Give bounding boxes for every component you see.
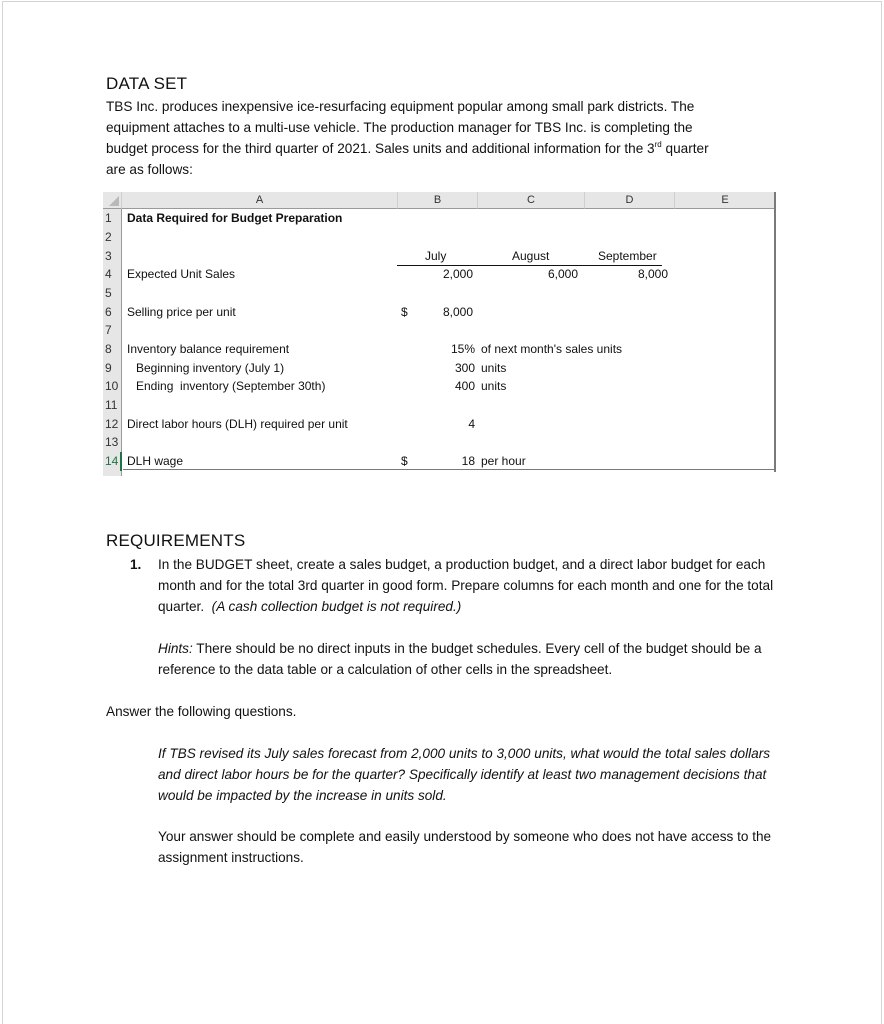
requirement-item-1 xyxy=(130,554,776,617)
dataset-heading: DATA SET xyxy=(106,74,188,93)
requirements-heading: REQUIREMENTS xyxy=(106,531,246,550)
month-september: September xyxy=(598,249,657,263)
questions-intro: Answer the following questions. xyxy=(106,704,297,719)
hints-text: There should be no direct inputs in the budget schedules. Every cell of the budget should be a reference to the data table or a calculation of other cells in the spreadsheet. xyxy=(158,641,762,677)
row-header-4: 4 xyxy=(103,265,122,284)
row-header-12: 12 xyxy=(103,415,122,433)
beginning-inventory-label: Beginning inventory (July 1) xyxy=(136,361,285,375)
expected-sales-august: 6,000 xyxy=(547,267,578,281)
beginning-inventory-value: 300 xyxy=(454,361,475,375)
hints-paragraph xyxy=(158,638,776,680)
intro-line-3-post: quarter xyxy=(661,141,709,156)
intro-line-3 xyxy=(106,138,776,159)
beginning-inventory-note: units xyxy=(481,361,507,375)
column-header-d: D xyxy=(585,192,675,209)
row-header-9: 9 xyxy=(103,359,122,377)
selling-price-value: 8,000 xyxy=(442,305,473,319)
ending-inventory-value: 400 xyxy=(454,379,475,393)
month-august: August xyxy=(512,249,550,263)
inventory-requirement-note: of next month's sales units xyxy=(481,342,623,356)
corner-triangle-icon xyxy=(109,196,119,206)
expected-unit-sales-label: Expected Unit Sales xyxy=(127,267,236,281)
hints-label: Hints: xyxy=(158,641,193,656)
expected-sales-july: 2,000 xyxy=(442,267,473,281)
row-header-3: 3 xyxy=(103,247,122,265)
question-text: If TBS revised its July sales forecast from 2,000 units to 3,000 units, what would the total sales dollars and direct labor hours be for the quarter? Specifically identify at least two management decisions that would be impacted by the increase in units sold. xyxy=(158,746,771,803)
row-header-5: 5 xyxy=(103,284,122,303)
table-right-border xyxy=(774,192,776,472)
table-bottom-border xyxy=(123,469,776,470)
dlh-wage-currency: $ xyxy=(401,454,408,468)
expected-sales-september: 8,000 xyxy=(637,267,668,281)
row-header-6: 6 xyxy=(103,303,122,321)
spreadsheet-image xyxy=(103,192,777,476)
row-header-2: 2 xyxy=(103,228,122,247)
row-header-11: 11 xyxy=(103,396,122,415)
column-header-c: C xyxy=(478,192,585,209)
row-header-10: 10 xyxy=(103,377,122,396)
inventory-requirement-label: Inventory balance requirement xyxy=(127,342,290,356)
ending-inventory-label: Ending inventory (September 30th) xyxy=(136,379,326,393)
selling-price-label: Selling price per unit xyxy=(127,305,236,319)
row-header-7: 7 xyxy=(103,321,122,340)
requirement-body xyxy=(158,554,776,617)
dlh-wage-value: 18 xyxy=(461,454,475,468)
dlh-per-unit-label: Direct labor hours (DLH) required per unit xyxy=(127,417,348,431)
intro-line-1: TBS Inc. produces inexpensive ice-resurfacing equipment popular among small park districts. The xyxy=(106,99,695,114)
selling-price-currency: $ xyxy=(401,305,408,319)
row-header-13: 13 xyxy=(103,433,122,452)
requirement-italic-note: (A cash collection budget is not required.) xyxy=(211,599,462,614)
ordinal-suffix: rd xyxy=(654,140,662,149)
dlh-wage-note: per hour xyxy=(481,454,526,468)
row-header-1: 1 xyxy=(103,209,122,228)
column-header-a: A xyxy=(122,192,398,209)
dataset-intro xyxy=(106,96,776,180)
row-header-8: 8 xyxy=(103,340,122,359)
intro-line-3-pre: budget process for the third quarter of 2021. Sales units and additional information for the 3 xyxy=(106,141,655,156)
month-july: July xyxy=(425,249,447,263)
sheet-title: Data Required for Budget Preparation xyxy=(127,211,343,225)
intro-line-2: equipment attaches to a multi-use vehicle. The production manager for TBS Inc. is completing the xyxy=(106,120,693,135)
intro-line-4: are as follows: xyxy=(106,162,193,177)
ending-inventory-note: units xyxy=(481,379,507,393)
inventory-requirement-value: 15% xyxy=(450,342,475,356)
dlh-per-unit-value: 4 xyxy=(468,417,475,431)
answer-instruction: Your answer should be complete and easily understood by someone who does not have access to the assignment instructions. xyxy=(158,829,772,865)
requirement-text: In the BUDGET sheet, create a sales budget, a production budget, and a direct labor budget for each month and for the total 3rd quarter in good form. Prepare columns for each month and one for the total quarter. xyxy=(158,557,774,614)
requirement-number: 1. xyxy=(130,557,142,572)
column-header-e: E xyxy=(675,192,776,209)
row-header-15-partial xyxy=(103,471,122,476)
column-header-b: B xyxy=(398,192,478,209)
row-header-14-selected: 14 xyxy=(103,452,122,471)
dlh-wage-label: DLH wage xyxy=(127,454,184,468)
select-all-corner xyxy=(103,192,122,209)
